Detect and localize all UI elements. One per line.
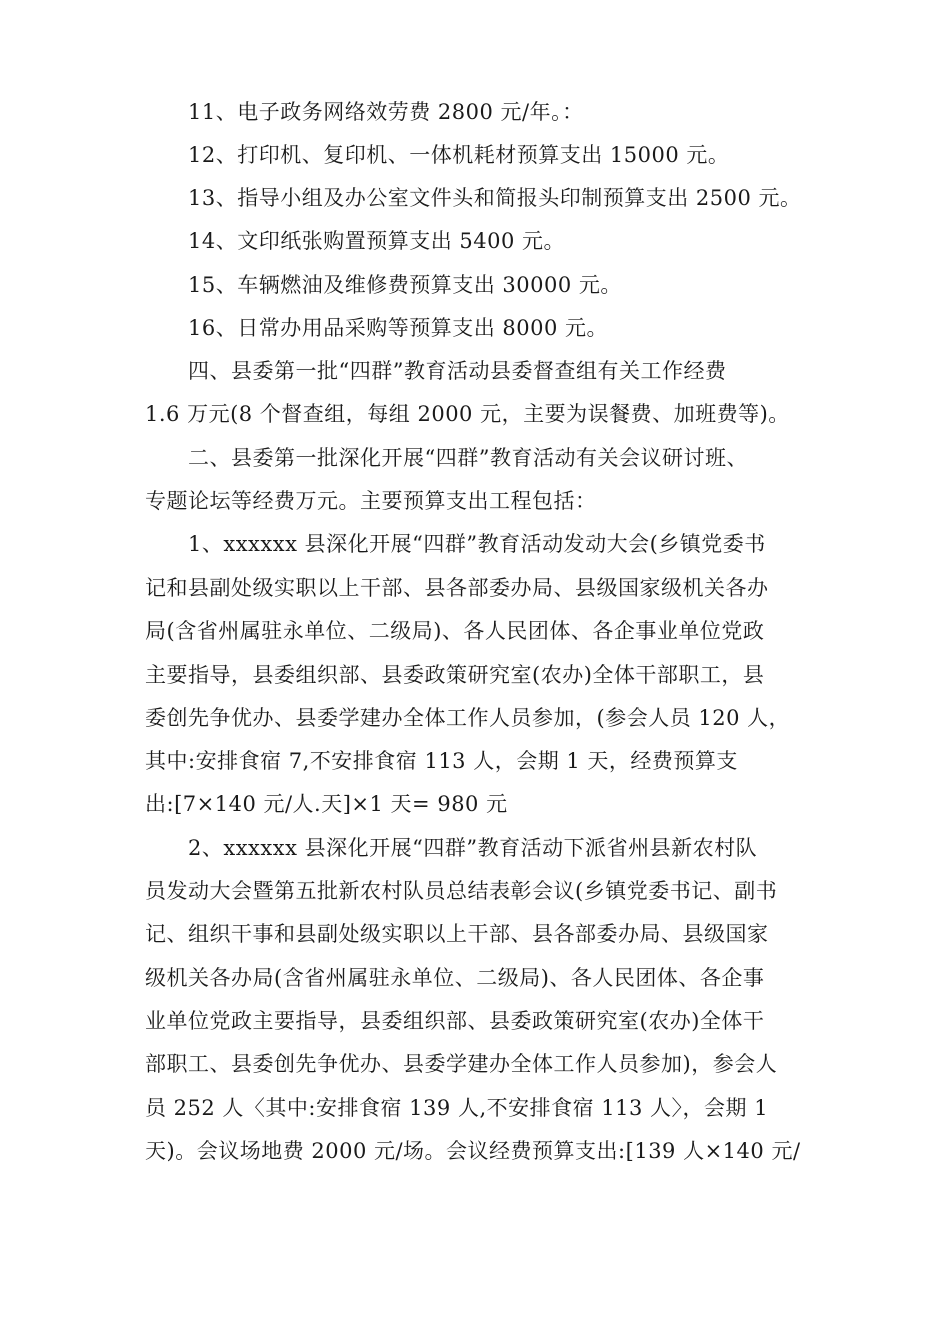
text-line-sub-item-2: 2、xxxxxx 县深化开展“四群”教育活动下派省州县新农村队 [188,836,758,860]
text-line: 主要指导，县委组织部、县委政策研究室(农办)全体干部职工，县 [145,663,765,687]
text-line: 专题论坛等经费万元。主要预算支出工程包括： [145,489,597,513]
text-line-item-11: 11、电子政务网络效劳费 2800 元/年。： [188,100,584,124]
text-line: 委创先争优办、县委学建办全体工作人员参加，(参会人员 120 人， [145,706,791,730]
text-line: 天)。会议场地费 2000 元/场。会议经费预算支出:[139 人×140 元/ [145,1139,801,1163]
text-line-sub-item-1: 1、xxxxxx 县深化开展“四群”教育活动发动大会(乡镇党委书 [188,532,766,556]
text-line: 业单位党政主要指导，县委组织部、县委政策研究室(农办)全体干 [145,1009,765,1033]
text-line-item-14: 14、文印纸张购置预算支出 5400 元。 [188,229,566,253]
text-line-section-two: 二、县委第一批深化开展“四群”教育活动有关会议研讨班、 [188,446,748,470]
text-line-section-four: 四、县委第一批“四群”教育活动县委督查组有关工作经费 [188,359,727,383]
text-line: 出:[7×140 元/人.天]×1 天= 980 元 [145,792,508,816]
text-line-item-15: 15、车辆燃油及维修费预算支出 30000 元。 [188,273,622,297]
text-line-item-12: 12、打印机、复印机、一体机耗材预算支出 15000 元。 [188,143,730,167]
text-line: 局(含省州属驻永单位、二级局)、各人民团体、各企事业单位党政 [145,619,765,643]
text-line: 记和县副处级实职以上干部、县各部委办局、县级国家级机关各办 [145,576,769,600]
text-line: 员 252 人〈其中:安排食宿 139 人,不安排食宿 113 人〉，会期 1 [145,1096,769,1120]
text-line: 其中:安排食宿 7,不安排食宿 113 人，会期 1 天，经费预算支 [145,749,738,773]
text-line: 记、组织干事和县副处级实职以上干部、县各部委办局、县级国家 [145,922,769,946]
text-line-item-13: 13、指导小组及办公室文件头和简报头印制预算支出 2500 元。 [188,186,802,210]
text-line: 级机关各办局(含省州属驻永单位、二级局)、各人民团体、各企事 [145,966,765,990]
text-line: 1.6 万元(8 个督查组，每组 2000 元，主要为误餐费、加班费等)。 [145,402,790,426]
text-line-item-16: 16、日常办用品采购等预算支出 8000 元。 [188,316,609,340]
text-line: 部职工、县委创先争优办、县委学建办全体工作人员参加)，参会人 [145,1052,778,1076]
text-line: 员发动大会暨第五批新农村队员总结表彰会议(乡镇党委书记、副书 [145,879,778,903]
